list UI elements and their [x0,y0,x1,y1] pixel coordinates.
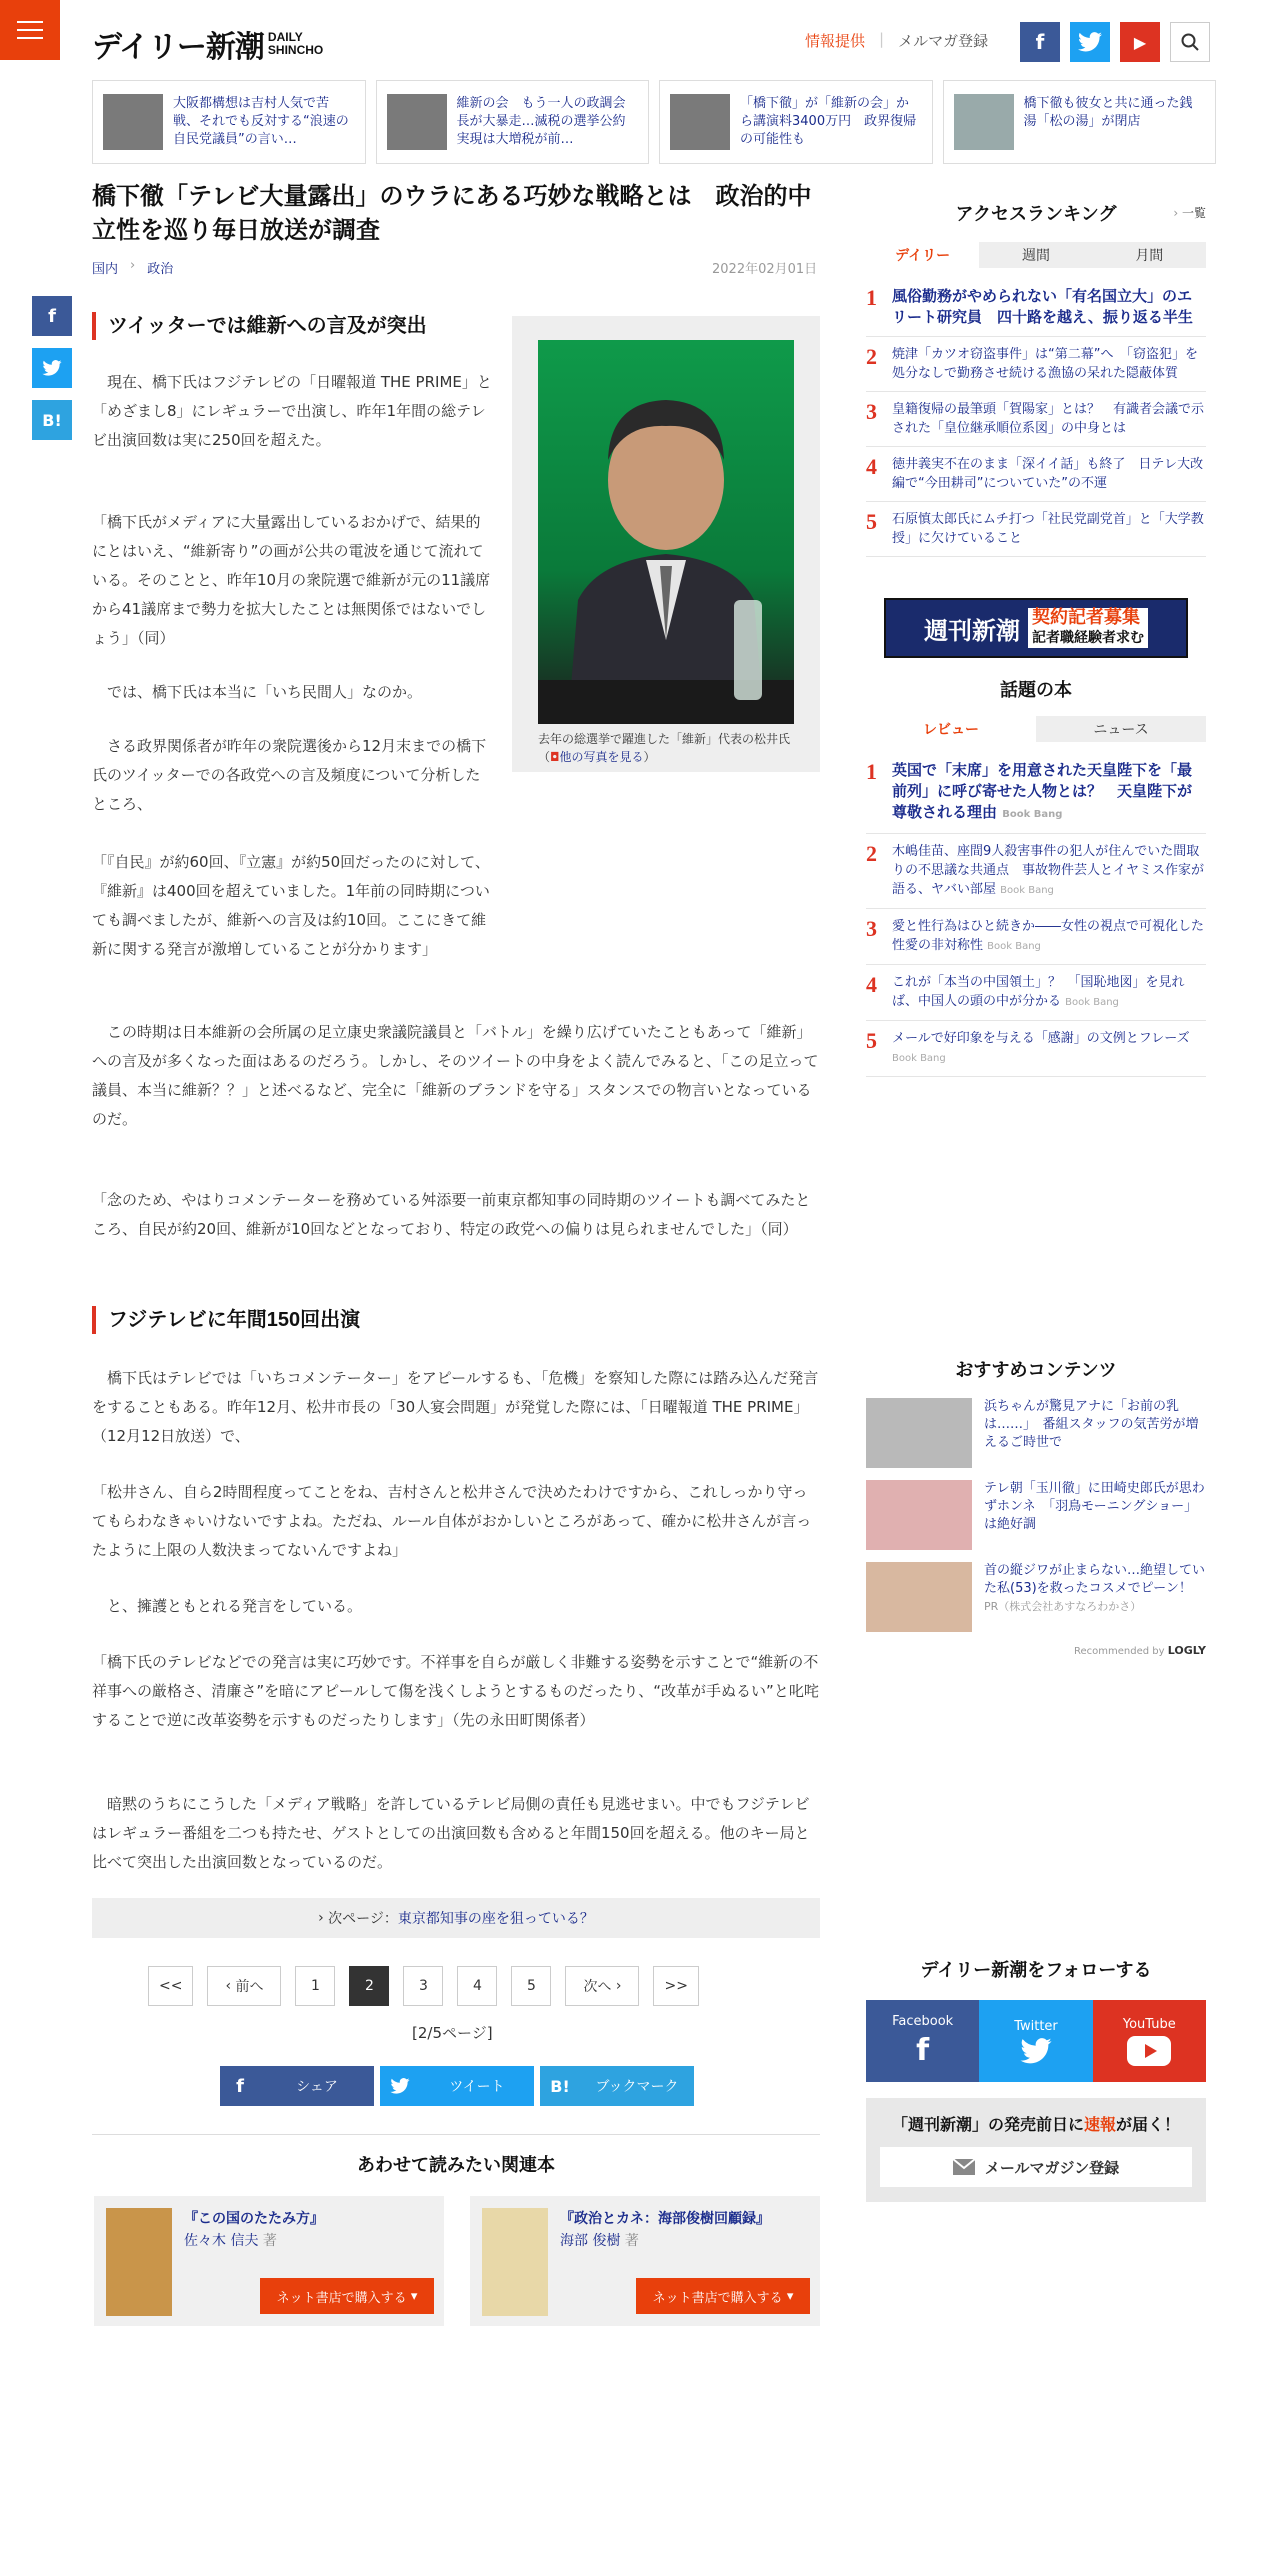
next-page-button[interactable] [565,1966,639,2006]
bookmark-label: ブックマーク [595,2079,679,2095]
top-news-strip [92,80,1216,164]
tab-review[interactable]: レビュー [866,716,1036,742]
rank-number: 1 [866,285,877,310]
author-name: 海部 俊樹 [560,2233,621,2249]
book-source: Book Bang [1002,809,1063,820]
recommend-thumbnail [866,1398,972,1468]
logo-en-1: DAILY [267,30,303,44]
recommend-title: おすすめコンテンツ [955,1360,1117,1381]
paragraph: 橋下氏はテレビでは「いちコメンテーター」をアピールするも、「危機」を察知した際には踏み込んだ発言をすることもある。昨年12月、松井市長の「30人宴会問題」が発覚した際には、「日曜報道 THE PRIME」（12月12日放送）で、 [92,1369,819,1445]
book-item[interactable] [866,909,1206,965]
header-social [1020,22,1210,62]
ranking-item[interactable] [866,392,1206,447]
recommend-text-block [984,1562,1206,1632]
news-thumbnail [103,94,163,150]
book-item[interactable] [866,834,1206,909]
book-cover [482,2208,548,2316]
ranking-tabs [866,242,1206,268]
rank-title: 焼津「カツオ窃盗事件」は“第二幕”へ 「窃盗犯」を処分なしで勤務させ続ける漁協の呆れた隠蔽体質 [892,347,1198,381]
book-title: 『政治とカネ：海部俊樹回顧録』 [560,2211,770,2227]
hamburger-line [17,29,43,31]
pr-label: PR（株式会社あすなろわかさ） [984,1600,1142,1613]
article-title: 橋下徹「テレビ大量露出」のウラにある巧妙な戦略とは 政治的中立性を巡り毎日放送が調査 [92,183,812,244]
caret-down-icon: ▾ [786,2288,794,2304]
facebook-glyph: f [1035,30,1045,54]
follow-title: デイリー新潮をフォローする [920,1960,1152,1981]
logo-en [268,31,323,57]
mailmag-button[interactable] [880,2147,1192,2187]
caption-end: ） [643,750,656,764]
facebook-icon: f [236,2075,244,2097]
buy-label: ネット書店で購入する [652,2290,783,2306]
buy-label: ネット書店で購入する [276,2290,407,2306]
article-date: 2022年02月01日 [712,262,818,277]
youtube-icon [1127,2036,1171,2066]
menu-button[interactable] [0,0,60,60]
follow-facebook[interactable] [866,2000,979,2082]
share-bar [220,2066,694,2106]
news-title: 大阪都構想は吉村人気で苦戦、それでも反対する“浪速の自民党議員”の言い… [173,96,349,147]
breadcrumb-politics[interactable]: 政治 [147,262,174,277]
page-2-current[interactable]: 2 [349,1966,389,2006]
logly-logo: LOGLY [1167,1644,1206,1657]
rank-number: 1 [866,759,877,784]
next-page-link[interactable]: 東京都知事の座を狙っている？ [397,1911,594,1927]
top-news-item[interactable] [943,80,1217,164]
rank-number: 3 [866,399,877,424]
chevron-right-icon: › [611,1978,622,1994]
news-title: 「橋下徹」が「維新の会」から講演料3400万円 政界復帰の可能性も [740,96,917,147]
photo-image[interactable] [538,340,794,724]
hamburger-line [17,37,43,39]
tab-news[interactable]: ニュース [1036,716,1206,742]
paragraph: この時期は日本維新の会所属の足立康史衆議院議員と「バトル」を繰り広げていたこともあって「維新」への言及が多くなった面はあるのだろう。しかし、そのツイートの中身をよく読んでみると、「この足立って議員、本当に維新？？」と述べるなど、完全に「維新のブランドを守る」スタンスでの物言いとなっているのだ。 [92,1023,819,1128]
tab-monthly[interactable]: 月間 [1093,242,1206,268]
first-page-button[interactable]: << [148,1966,193,2006]
ranking-title: アクセスランキング [955,204,1117,225]
books-list [866,752,1206,1077]
news-thumbnail [954,94,1014,150]
paragraph: 暗黙のうちにこうした「メディア戦略」を許しているテレビ局側の責任も見逃せまい。中でもフジテレビはレギュラー番組を二つも持たせ、ゲストとしての出演回数も含めると年間150回を超える。他のキー局と比べて突出した出演回数となっているのだ。 [92,1795,810,1871]
twitter-icon [1020,2038,1052,2064]
ranking-more-link[interactable] [1173,204,1206,221]
book-text: これが「本当の中国領土」？ 「国恥地図」を見れば、中国人の頭の中が分かる [892,975,1185,1009]
prev-label: 前へ [235,1979,264,1995]
rank-number: 2 [866,344,877,369]
book-source: Book Bang [987,941,1041,952]
rank-number: 4 [866,454,877,479]
related-heading: あわせて読みたい関連本 [92,2134,820,2177]
paragraph: 「橋下氏のテレビなどでの発言は実に巧妙です。不祥事を自らが厳しく非難する姿勢を示すことで“維新の不祥事への厳格さ、清廉さ”を暗にアピールして傷を浅くしようとするものだったり、“改革が手ぬるい”と叱咤することで逆に改革姿勢を示すものだったりします」（先の永田町関係者） [92,1653,819,1729]
next-label: 次へ [583,1979,612,1995]
share-label: シェア [296,2079,338,2095]
book-item-title [892,973,1206,1012]
recommend-text: 浜ちゃんが驚見アナに「お前の乳は……」 番組スタッフの気苦労が増えるご時世で [984,1399,1199,1450]
twitter-icon[interactable] [1070,22,1110,62]
recruit-banner[interactable] [884,598,1188,658]
book-author [560,2230,639,2250]
section-heading: ツイッターでは維新への言及が突出 [92,312,492,340]
search-button[interactable] [1170,22,1210,62]
recommend-text: テレ朝「玉川徹」に田崎史郎氏が思わずホンネ 「羽鳥モーニングショー」は絶好調 [984,1481,1205,1532]
logo-en-2: SHINCHO [267,43,324,57]
mailmag-text [880,2112,1192,2135]
section-heading: フジテレビに年間150回出演 [92,1306,820,1334]
breadcrumb [92,258,173,277]
paragraph: 「橋下氏がメディアに大量露出しているおかげで、結果的にとはいえ、“維新寄り”の画が公共の電波を通じて流れている。そのことと、昨年10月の衆院選で維新が元の11議席から41議席まで勢力を拡大したことは無関係ではないでしょう」（同） [92,513,491,647]
side-share [32,296,72,440]
search-icon [1181,33,1199,51]
follow-label: YouTube [1122,2016,1176,2032]
author-suffix: 著 [262,2233,277,2249]
facebook-share-button[interactable] [220,2066,374,2106]
facebook-icon[interactable] [1020,22,1060,62]
breadcrumb-domestic[interactable]: 国内 [92,262,119,277]
facebook-icon: f [916,2033,930,2068]
recommend-thumbnail [866,1562,972,1632]
recommend-text: 首の縦ジワが止まらない…絶望していた私(53)を救ったコスメでピーン！ [984,1563,1206,1596]
pagination [148,1966,699,2006]
next-page-bar[interactable] [92,1898,820,1938]
book-author [184,2230,277,2250]
twitter-icon [380,2066,420,2106]
banner-sub1: 契約記者募集 [1028,608,1148,628]
book-text: 英国で「末席」を用意された天皇陛下を「最前列」に呼び寄せた人物とは？ 天皇陛下が尊敬される理由 [892,761,1193,821]
ranking-widget [866,200,1206,226]
page-1[interactable]: 1 [295,1966,335,2006]
news-thumbnail [670,94,730,150]
page-info: [2/5ページ] [412,2024,493,2042]
book-text: 木嶋佳苗、座間9人殺害事件の犯人が住んでいた間取りの不思議な共通点 事故物件芸人とイヤミス作家が語る、ヤバい部屋 [892,844,1205,897]
twitter-bird [42,360,62,376]
tweet-label: ツイート [449,2079,505,2095]
ranking-item[interactable] [866,502,1206,557]
banner-main: 週刊新潮 [924,618,1020,645]
logo-text: デイリー新潮 [92,30,264,65]
rank-number: 4 [866,972,877,997]
paragraph: 「松井さん、自ら2時間程度ってことをね、吉村さんと松井さんで決めたわけですから、これしっかり守ってもらわなきゃいけないですよね。ただね、ルール自体がおかしいところがあって、確かに松井さんが言ったように上限の人数決まってないんですよね」 [92,1483,812,1559]
photo-caption [538,730,798,766]
recommend-item[interactable] [866,1562,1206,1632]
book-item[interactable] [866,965,1206,1021]
recommended-by [866,1644,1206,1657]
last-page-button[interactable]: >> [653,1966,698,2006]
news-title: 橋下徹も彼女と共に通った銭湯「松の湯」が閉店 [1023,96,1193,129]
caret-down-icon: ▾ [410,2288,418,2304]
author-suffix: 著 [624,2233,639,2249]
page-3[interactable]: 3 [403,1966,443,2006]
rank-number: 2 [866,841,877,866]
paragraph: 「『自民』が約60回、『立憲』が約50回だったのに対して、『維新』は400回を超えていました。1年前の同時期についても調べましたが、維新への言及は約10回。ここにきて維新に関する発言が激増していることが分かります」 [92,853,490,958]
paragraph: さる政界関係者が昨年の衆院選後から12月末までの橋下氏のツイッターでの各政党への言及頻度について分析したところ、 [92,737,487,813]
rank-number: 5 [866,509,877,534]
paragraph: 現在、橋下氏はフジテレビの「日曜報道 THE PRIME」と「めざまし8」にレギュラーで出演し、昨年1年間の総テレビ出演回数は実に250回を超えた。 [92,373,492,449]
mag-post: が届く！ [1116,2115,1181,2134]
chevron-left-icon: ‹ [225,1978,236,1994]
ranking-item[interactable] [866,447,1206,502]
info-link[interactable]: 情報提供 [805,32,866,50]
rec-by-text: Recommended by [1074,1646,1165,1657]
mailmag-box [866,2098,1206,2202]
related-book[interactable] [470,2196,820,2326]
hamburger-icon [17,21,43,23]
tab-daily[interactable]: デイリー [866,242,979,268]
next-prefix: 次ページ： [328,1911,398,1927]
books-title: 話題の本 [1000,680,1072,701]
page-5[interactable]: 5 [511,1966,551,2006]
book-item-title [892,842,1206,900]
more-photos-link[interactable]: 他の写真を見る [559,750,644,764]
twitter-bird [390,2078,410,2094]
recommend-item[interactable] [866,1480,1206,1550]
ranking-list [866,278,1206,557]
top-news-item[interactable] [659,80,933,164]
rank-title: 徳井義実不在のまま「深イイ話」も終了 日テレ大改編で“今田耕司”についていた”の不運 [892,457,1204,491]
hatena-bookmark-icon[interactable] [32,400,72,440]
page-4[interactable]: 4 [457,1966,497,2006]
banner-sub2: 記者職経験者求む [1028,628,1148,648]
recommend-list [866,1398,1206,1657]
hatena-glyph: B! [42,410,62,430]
book-text: メールで好印象を与える「感謝」の文例とフレーズ [892,1031,1190,1046]
book-item-title [892,760,1206,825]
caption-text: 去年の総選挙で躍進した「維新」代表の松井氏（ [538,732,791,764]
paragraph: と、擁護ともとれる発言をしている。 [92,1597,363,1615]
recommend-thumbnail [866,1480,972,1550]
rank-title: 石原慎太郎氏にムチ打つ「社民党副党首」と「大学教授」に欠けていること [892,512,1204,546]
book-source: Book Bang [892,1053,946,1064]
hatena-icon: B! [550,2076,570,2096]
ranking-item[interactable] [866,278,1206,337]
rank-number: 5 [866,1028,877,1053]
mailmag-link[interactable]: メルマガ登録 [898,32,989,50]
bookmark-button[interactable] [540,2066,694,2106]
author-name: 佐々木 信夫 [184,2233,259,2249]
book-item[interactable] [866,752,1206,834]
recommend-item[interactable] [866,1398,1206,1468]
follow-label: Twitter [1014,2018,1058,2034]
paragraph: では、橋下氏は本当に「いち民間人」なのか。 [92,683,423,701]
twitter-bird [1078,32,1102,52]
book-item-title [892,1029,1206,1068]
news-title: 維新の会 もう一人の政調会長が大暴走…滅税の選挙公約実現は大増税が前… [456,96,626,147]
top-news-item[interactable] [376,80,650,164]
book-item-title [892,917,1206,956]
chevron-right-icon: › [1173,206,1182,220]
buy-button[interactable] [636,2278,810,2314]
prev-page-button[interactable] [207,1966,281,2006]
twitter-share-icon[interactable] [32,348,72,388]
chevron-right-icon: › [130,258,136,273]
news-thumbnail [387,94,447,150]
more-label: 一覧 [1181,206,1206,220]
site-logo[interactable] [92,24,323,64]
banner-sub [1028,608,1148,648]
chevron-right-icon: › [318,1910,329,1926]
book-item[interactable] [866,1021,1206,1077]
book-title: 『この国のたたみ方』 [184,2211,324,2227]
person-photo [538,340,794,724]
buy-button[interactable] [260,2278,434,2314]
facebook-share-icon[interactable] [32,296,72,336]
mag-pre: 「週刊新潮」の発売前日に [891,2115,1084,2134]
article-photo [512,316,820,772]
mailmag-label: メールマガジン登録 [984,2158,1120,2177]
book-cover [106,2208,172,2316]
mag-highlight: 速報 [1083,2115,1116,2134]
link-separator: | [879,30,885,48]
rank-title: 皇籍復帰の最筆頭「賀陽家」とは？ 有識者会議で示された「皇位継承順位系図」の中身とは [892,402,1205,436]
follow-youtube[interactable] [1093,2000,1206,2082]
ranking-item[interactable] [866,337,1206,392]
paragraph: 「念のため、やはりコメンテーターを務めている舛添要一前東京都知事の同時期のツイートも調べてみたところ、自民が約20回、維新が10回などとなっており、特定の政党への偏りは見られませんでした」（同） [92,1191,811,1238]
facebook-glyph: f [48,305,56,327]
book-source: Book Bang [1000,885,1054,896]
header-links [805,30,988,51]
youtube-glyph: ▶ [1133,32,1147,52]
tweet-button[interactable] [380,2066,534,2106]
rank-number: 3 [866,916,877,941]
rank-title: 風俗勤務がやめられない「有名国立大」のエリート研究員 四十路を越え、振り返る半生 [892,287,1193,326]
follow-twitter[interactable] [979,2000,1092,2082]
follow-buttons [866,2000,1206,2082]
follow-label: Facebook [892,2014,954,2029]
camera-icon: ◘ [550,750,560,764]
book-source: Book Bang [1065,997,1119,1008]
tab-weekly[interactable]: 週間 [979,242,1092,268]
book-text: 愛と性行為はひと続きか――女性の視点で可視化した性愛の非対称性 [892,919,1205,953]
books-tabs [866,716,1206,742]
mail-icon [953,2159,975,2175]
top-news-item[interactable] [92,80,366,164]
youtube-icon[interactable] [1120,22,1160,62]
related-book[interactable] [94,2196,444,2326]
